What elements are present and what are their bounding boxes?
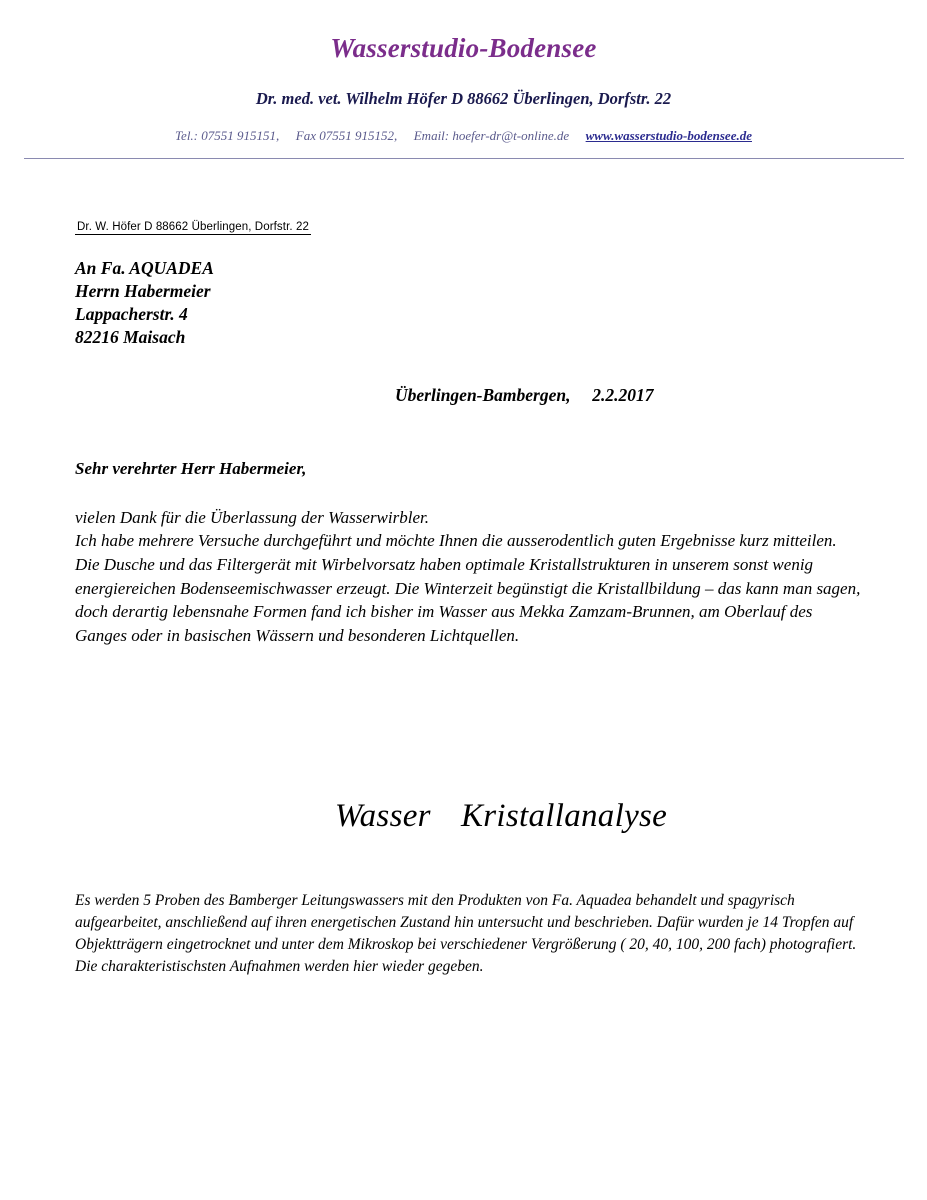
letterhead-subtitle: Dr. med. vet. Wilhelm Höfer D 88662 Überlingen, Dorfstr. 22 <box>255 88 672 108</box>
section-abstract <box>75 890 865 979</box>
recipient-address <box>75 257 927 350</box>
sender-address-line: Dr. W. Höfer D 88662 Überlingen, Dorfstr. 22 <box>77 220 309 233</box>
salutation: Sehr verehrter Herr Habermeier, <box>75 458 307 478</box>
letter-paragraph: Ich habe mehrere Versuche durchgeführt und möchte Ihnen die ausserodentlich guten Ergebnisse kurz mitteilen. <box>75 531 837 551</box>
section-heading-part-1: Wasser <box>334 797 431 834</box>
section-heading <box>75 798 927 835</box>
website-link[interactable]: www.wasserstudio-bodensee.de <box>585 127 752 143</box>
letterhead-contact <box>0 128 927 144</box>
place-text: Überlingen-Bambergen, <box>395 384 571 405</box>
letter-body-wrapper <box>0 159 927 978</box>
letterhead <box>0 0 927 159</box>
place-and-date <box>75 385 927 406</box>
email-text: Email: hoefer-dr@t-online.de <box>413 127 570 143</box>
recipient-line-1: An Fa. AQUADEA <box>75 257 214 278</box>
recipient-line-2: Herrn Habermeier <box>75 280 211 301</box>
letter-paragraphs <box>75 506 865 648</box>
fax-text: Fax 07551 915152, <box>295 127 398 143</box>
phone-text: Tel.: 07551 915151, <box>175 127 280 143</box>
date-text: 2.2.2017 <box>592 384 654 405</box>
recipient-line-3: Lappacherstr. 4 <box>75 304 188 325</box>
section-heading-part-2: Kristallanalyse <box>460 797 668 834</box>
abstract-paragraph: Es werden 5 Proben des Bamberger Leitungswassers mit den Produkten von Fa. Aquadea behandelt und spagyrisch aufgearbeitet, anschließend auf ihren energetischen Zustand hin untersucht und beschrieben. Dafür wurden je 14 Tropfen auf Objektträgern eingetrocknet und unter dem Mikroskop bei verschiedener Vergrößerung ( 20, 40, 100, 200 fach) photografiert. Die charakteristischsten Aufnahmen werden hier wieder gegeben. <box>75 891 857 975</box>
company-title: Wasserstudio-Bodensee <box>330 33 597 63</box>
letter-paragraph: Die Dusche und das Filtergerät mit Wirbelvorsatz haben optimale Kristallstrukturen in unserem sonst wenig energiereichen Bodenseemischwasser erzeugt. Die Winterzeit begünstigt die Kristallbildung – das kann man sagen, doch derartig lebensnahe Formen fand ich bisher im Wasser aus Mekka Zamzam-Brunnen, am Oberlauf des Ganges oder in basischen Wässern und besonderen Lichtquellen. <box>75 555 861 645</box>
letter-paragraph: vielen Dank für die Überlassung der Wasserwirbler. <box>75 507 429 527</box>
recipient-line-4: 82216 Maisach <box>75 327 186 348</box>
